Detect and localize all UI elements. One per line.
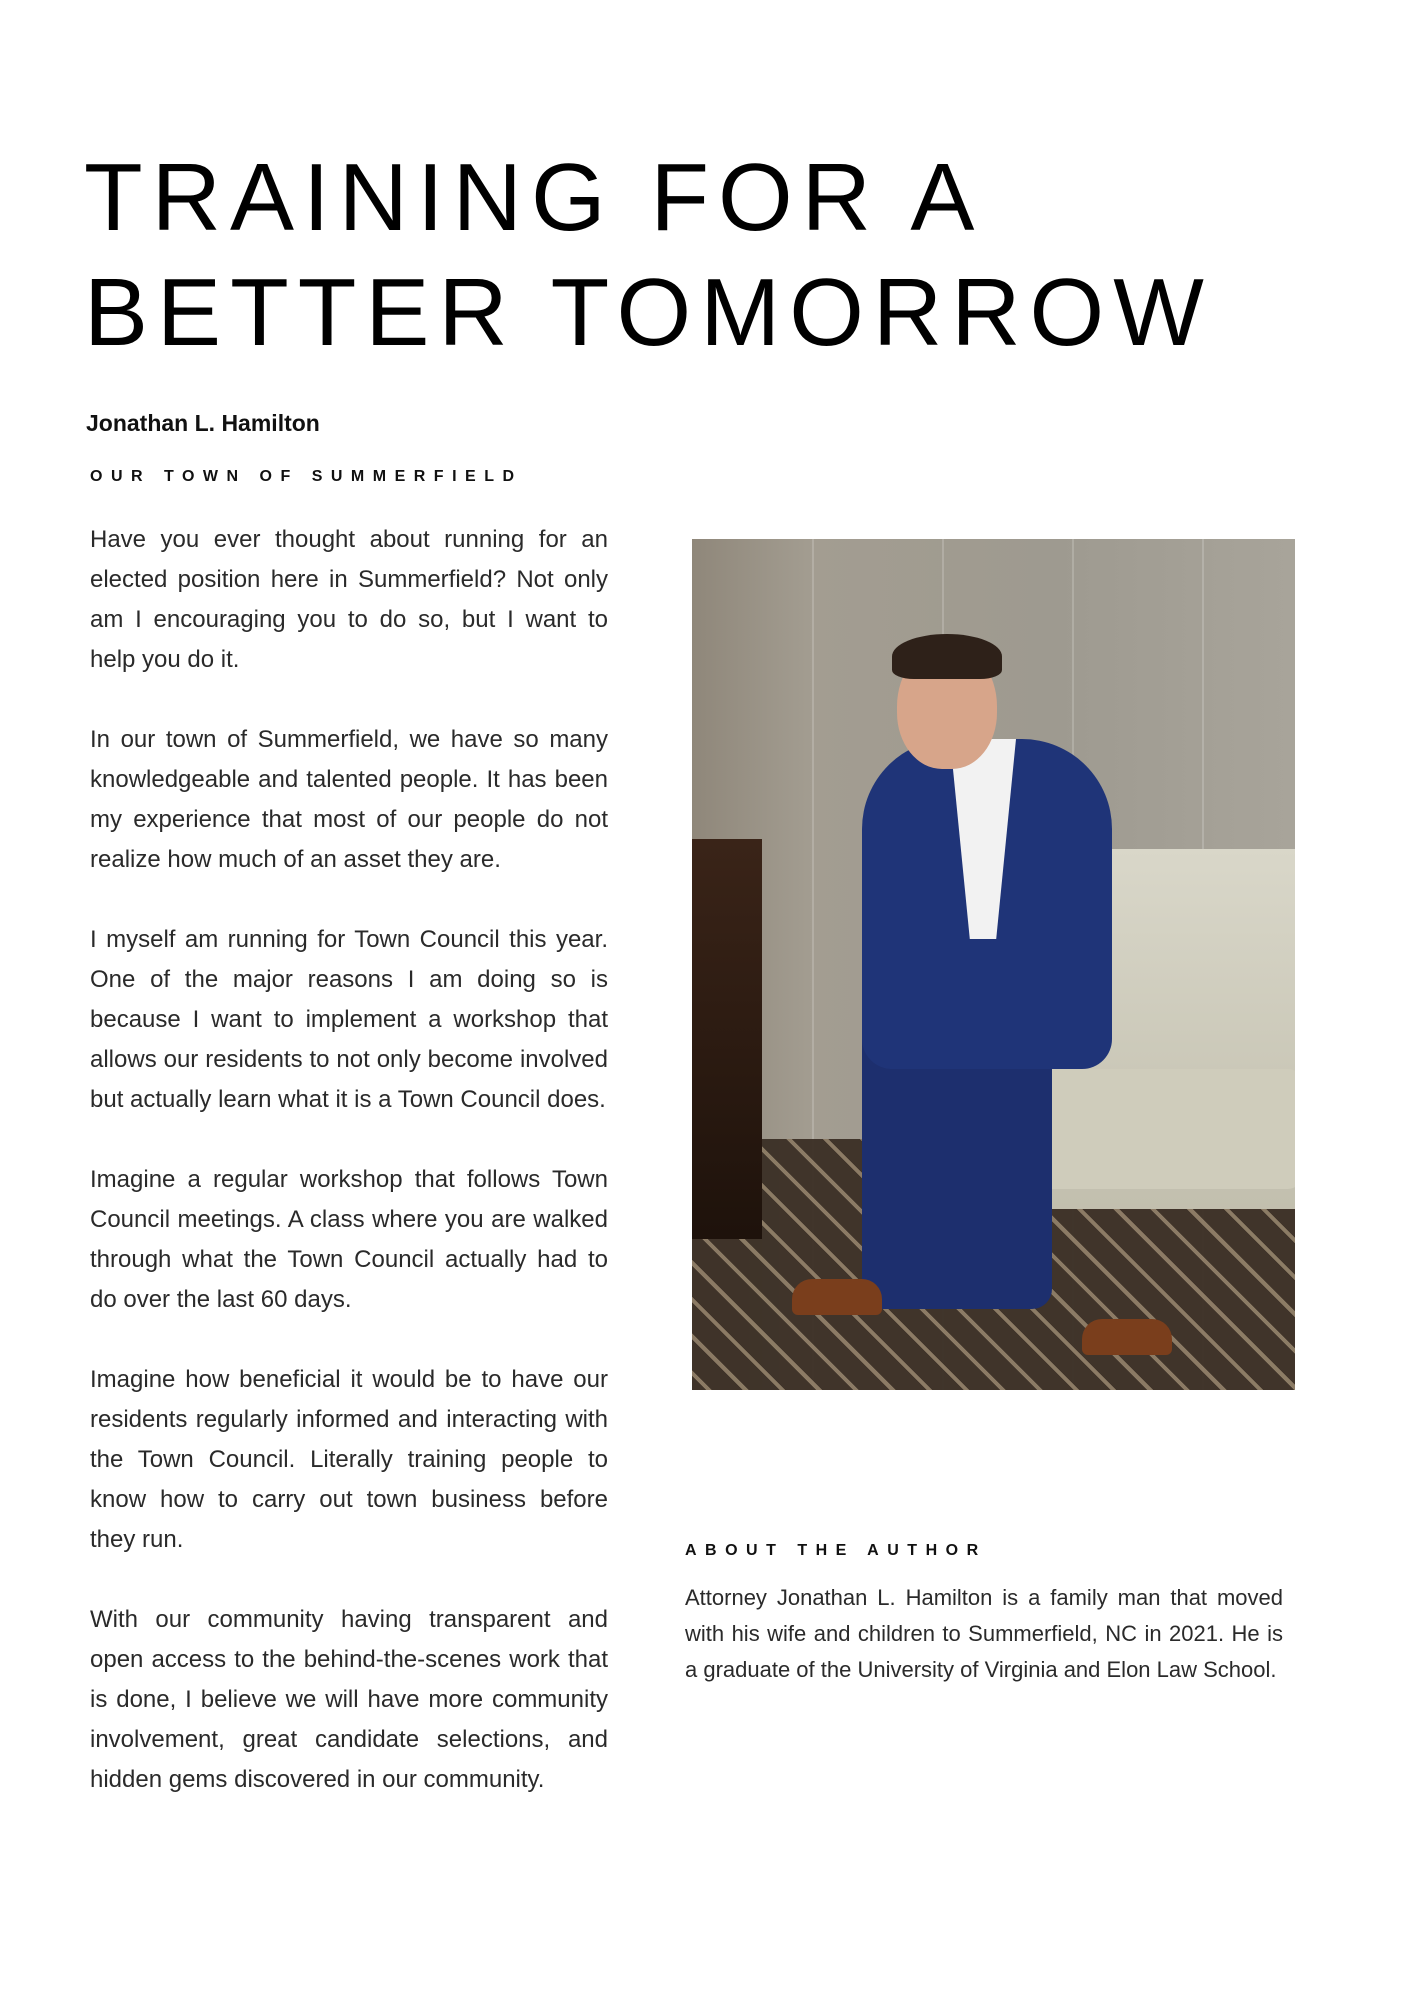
paragraph: In our town of Summerfield, we have so many knowledgeable and talented people. It has been my experience that most of our people do not realize how much of an asset they are.	[90, 726, 608, 873]
title-line-2: BETTER TOMORROW	[84, 259, 1213, 366]
title-line-1: TRAINING FOR A	[84, 144, 984, 251]
paragraph: With our community having transparent and open access to the behind-the-scenes work that is done, I believe we will have more community involvement, great candidate selections, and hidden gems discovered in our community.	[90, 1606, 608, 1793]
about-author-heading: ABOUT THE AUTHOR	[685, 1542, 987, 1559]
section-kicker: OUR TOWN OF SUMMERFIELD	[90, 468, 523, 485]
paragraph: Imagine how beneficial it would be to have our residents regularly informed and interacting with the Town Council. Literally training people to know how to carry out town business before they run.	[90, 1366, 608, 1553]
paragraph: I myself am running for Town Council this year. One of the major reasons I am doing so is because I want to implement a workshop that allows our residents to not only become involved but actually learn what it is a Town Council does.	[90, 926, 608, 1113]
about-author-text: Attorney Jonathan L. Hamilton is a family man that moved with his wife and children to Summerfield, NC in 2021. He is a graduate of the University of Virginia and Elon Law School.	[685, 1585, 1283, 1682]
article-body	[90, 520, 608, 1840]
author-photo	[692, 539, 1295, 1390]
page-title	[84, 140, 1213, 370]
paragraph: Imagine a regular workshop that follows Town Council meetings. A class where you are walked through what the Town Council actually had to do over the last 60 days.	[90, 1166, 608, 1313]
author-byline: Jonathan L. Hamilton	[86, 410, 320, 436]
paragraph: Have you ever thought about running for an elected position here in Summerfield? Not only am I encouraging you to do so, but I want to help you do it.	[90, 526, 608, 673]
